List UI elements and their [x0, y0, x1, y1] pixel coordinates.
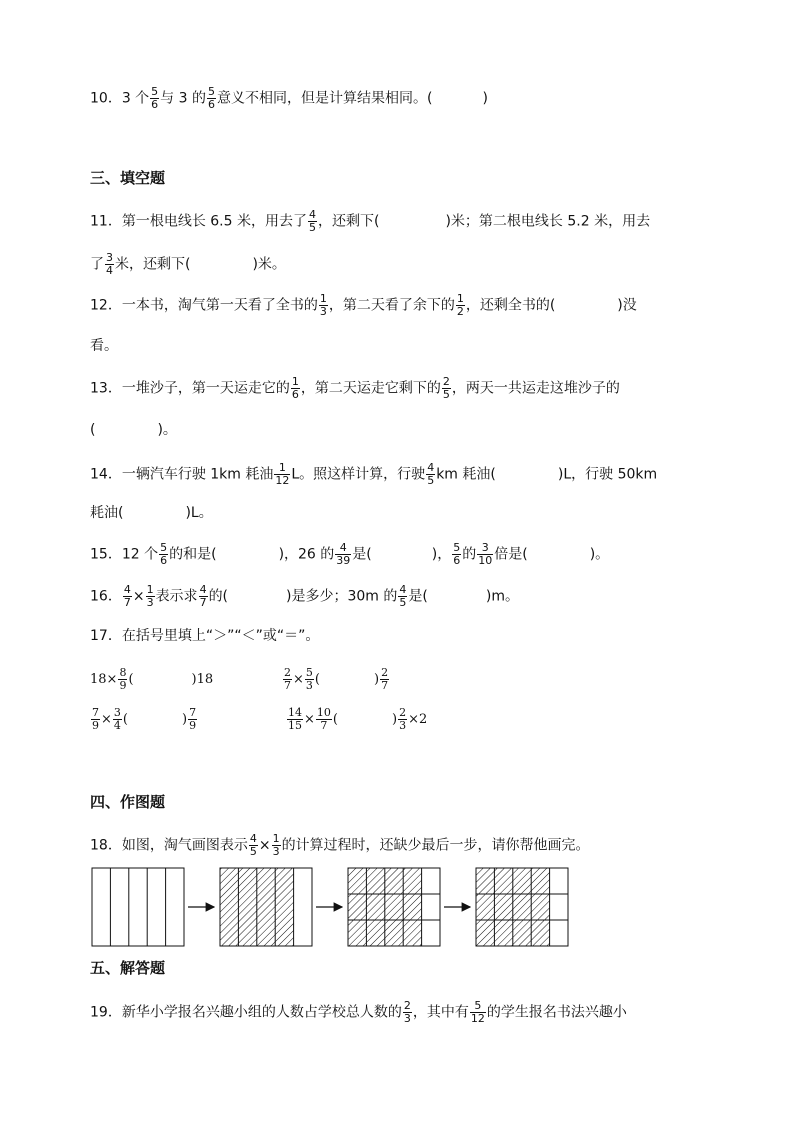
- question-12-line2: 看。: [90, 338, 118, 354]
- fraction: $\frac{4}{5}$: [308, 208, 316, 234]
- question-19: 19．新华小学报名兴趣小组的人数占学校总人数的 $\frac{2}{3}$ ，其中有 $\frac{5}{12}$ 的学生报名书法兴趣小: [90, 999, 627, 1025]
- compare-1b: $\frac{2}{7}$ × $\frac{5}{3}$ ( ) $\frac{2}{7}$: [284, 666, 389, 692]
- diagram-step-1: [92, 868, 184, 946]
- question-14: 14．一辆汽车行驶 1km 耗油 $\frac{1}{12}$ L。照这样计算，行驶 $\frac{4}{5}$ km 耗油( )L，行驶 50km: [90, 461, 658, 487]
- compare-2b: $\frac{14}{15}$ × $\frac{10}{7}$ ( ) $\frac{2}{3}$ ×2: [288, 706, 428, 732]
- fraction: $\frac{5}{12}$: [470, 999, 485, 1025]
- fraction: $\frac{2}{5}$: [442, 375, 450, 401]
- question-11: 11．第一根电线长 6.5 米，用去了 $\frac{4}{5}$ ，还剩下( )米；第二根电线长 5.2 米，用去: [90, 208, 651, 234]
- question-13: 13．一堆沙子，第一天运走它的 $\frac{1}{6}$ ，第二天运走它剩下的 $\frac{2}{5}$ ，两天一共运走这堆沙子的: [90, 375, 620, 401]
- fraction: $\frac{1}{2}$: [456, 292, 464, 318]
- fraction: $\frac{2}{3}$: [403, 999, 411, 1025]
- compare-2a: $\frac{7}{9}$ × $\frac{3}{4}$ ( ) $\frac{7}{9}$: [92, 706, 197, 732]
- question-14-line2: 耗油( )L。: [90, 505, 213, 521]
- diagram-step-4: [476, 868, 568, 946]
- fraction: $\frac{4}{5}$: [427, 461, 435, 487]
- section-heading-answer: 五、解答题: [90, 959, 166, 977]
- fraction: $\frac{3}{4}$: [106, 251, 113, 277]
- fraction: $\frac{4}{5}$: [249, 832, 257, 858]
- question-13-line2: ( )。: [90, 422, 177, 438]
- question-11-line2: 了 $\frac{3}{4}$ 米，还剩下( )米。: [90, 251, 286, 277]
- diagram-step-3: [348, 868, 440, 946]
- question-10: 10．3 个 $\frac{5}{6}$ 与 3 的 $\frac{5}{6}$ 意义不相同，但是计算结果相同。( ): [90, 85, 488, 111]
- fraction: $\frac{1}{3}$: [146, 583, 154, 609]
- fraction: $\frac{1}{6}$: [291, 375, 299, 401]
- fraction: $\frac{1}{3}$: [319, 292, 327, 318]
- fraction: $\frac{3}{10}$: [478, 541, 493, 567]
- question-12: 12．一本书，淘气第一天看了全书的 $\frac{1}{3}$ ，第二天看了余下的 $\frac{1}{2}$ ，还剩全书的( )没: [90, 292, 637, 318]
- question-17: 17．在括号里填上“＞”“＜”或“＝”。: [90, 628, 320, 644]
- section-heading-drawing: 四、作图题: [90, 793, 166, 811]
- question-16: 16． $\frac{4}{7}$ × $\frac{1}{3}$ 表示求 $\frac{4}{7}$ 的( )是多少；30m 的 $\frac{4}{5}$ 是( )m。: [90, 583, 519, 609]
- fraction: $\frac{1}{3}$: [272, 832, 280, 858]
- fraction: $\frac{4}{7}$: [199, 583, 207, 609]
- fraction: $\frac{1}{12}$: [275, 461, 290, 487]
- question-15: 15．12 个 $\frac{5}{6}$ 的和是( )，26 的 $\frac{4}{39}$ 是( )， $\frac{5}{6}$ 的 $\frac{3}{10}$ 倍是( )。: [90, 541, 610, 567]
- fraction: $\frac{5}{6}$: [160, 541, 168, 567]
- fraction: $\frac{4}{5}$: [399, 583, 407, 609]
- section-heading-fill-in: 三、填空题: [90, 169, 166, 187]
- diagram-step-2: [220, 868, 312, 946]
- fraction: $\frac{5}{6}$: [151, 85, 159, 111]
- question-18: 18．如图，淘气画图表示 $\frac{4}{5}$ × $\frac{1}{3}$ 的计算过程时，还缺少最后一步，请你帮他画完。: [90, 832, 590, 858]
- compare-1a: 18× $\frac{8}{9}$ ( )18: [90, 666, 214, 692]
- fraction: $\frac{4}{39}$: [336, 541, 351, 567]
- fraction: $\frac{5}{6}$: [207, 85, 215, 111]
- fraction-area-diagram: [90, 865, 580, 949]
- fraction: $\frac{5}{6}$: [453, 541, 461, 567]
- fraction: $\frac{4}{7}$: [123, 583, 131, 609]
